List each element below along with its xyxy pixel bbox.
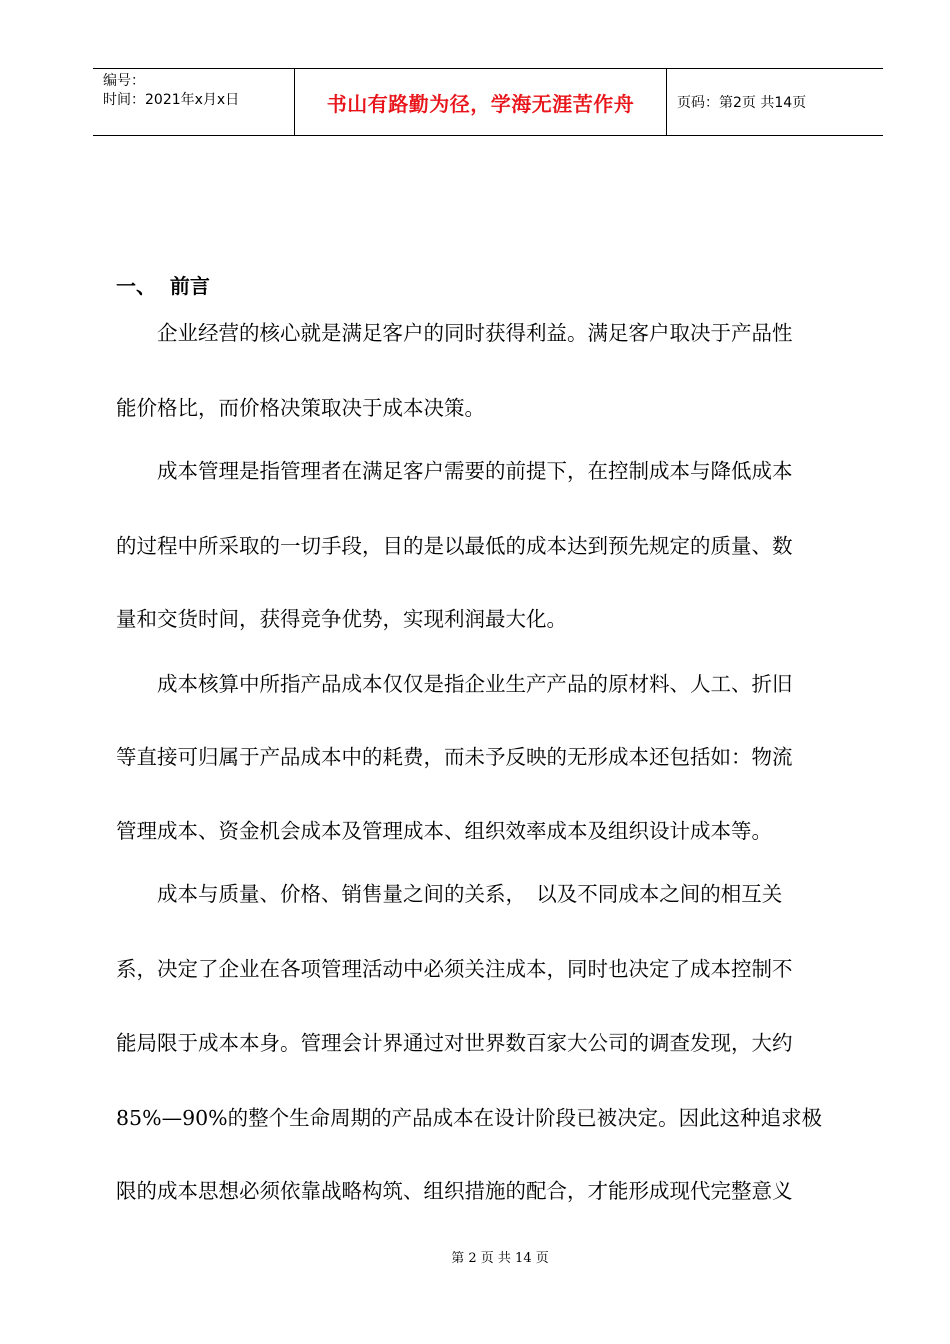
body-line: 能价格比，而价格决策取决于成本决策。 xyxy=(116,396,485,420)
body-line: 85%—90%的整个生命周期的产品成本在设计阶段已被决定。因此这种追求极 xyxy=(116,1106,823,1130)
section-heading: 一、 前言 xyxy=(116,274,210,298)
body-line: 系，决定了企业在各项管理活动中必须关注成本，同时也决定了成本控制不 xyxy=(116,957,793,981)
body-line: 的过程中所采取的一切手段，目的是以最低的成本达到预先规定的质量、数 xyxy=(116,534,793,558)
motto-text: 书山有路勤为径，学海无涯苦作舟 xyxy=(326,91,635,116)
time-label: 时间：2021年x月x日 xyxy=(103,92,240,108)
body-line: 成本核算中所指产品成本仅仅是指企业生产产品的原材料、人工、折旧 xyxy=(116,672,793,696)
page-footer: 第 2 页 共 14 页 xyxy=(451,1251,549,1266)
body-line: 成本与质量、价格、销售量之间的关系， 以及不同成本之间的相互关 xyxy=(116,882,783,906)
body-line: 能局限于成本本身。管理会计界通过对世界数百家大公司的调查发现，大约 xyxy=(116,1031,793,1055)
header-meta-cell xyxy=(93,69,295,135)
body-line: 等直接可归属于产品成本中的耗费，而未予反映的无形成本还包括如：物流 xyxy=(116,745,793,769)
body-line: 管理成本、资金机会成本及管理成本、组织效率成本及组织设计成本等。 xyxy=(116,819,772,843)
body-line: 限的成本思想必须依靠战略构筑、组织措施的配合，才能形成现代完整意义 xyxy=(116,1179,793,1203)
header-motto-cell xyxy=(295,69,667,135)
body-line: 成本管理是指管理者在满足客户需要的前提下，在控制成本与降低成本 xyxy=(116,459,793,483)
number-label: 编号： xyxy=(103,73,145,89)
header-table xyxy=(93,68,883,136)
page-info: 页码：第2页 共14页 xyxy=(677,95,807,111)
body-line: 量和交货时间，获得竞争优势，实现利润最大化。 xyxy=(116,607,567,631)
header-page-cell xyxy=(667,69,883,135)
body-line: 企业经营的核心就是满足客户的同时获得利益。满足客户取决于产品性 xyxy=(116,321,793,345)
